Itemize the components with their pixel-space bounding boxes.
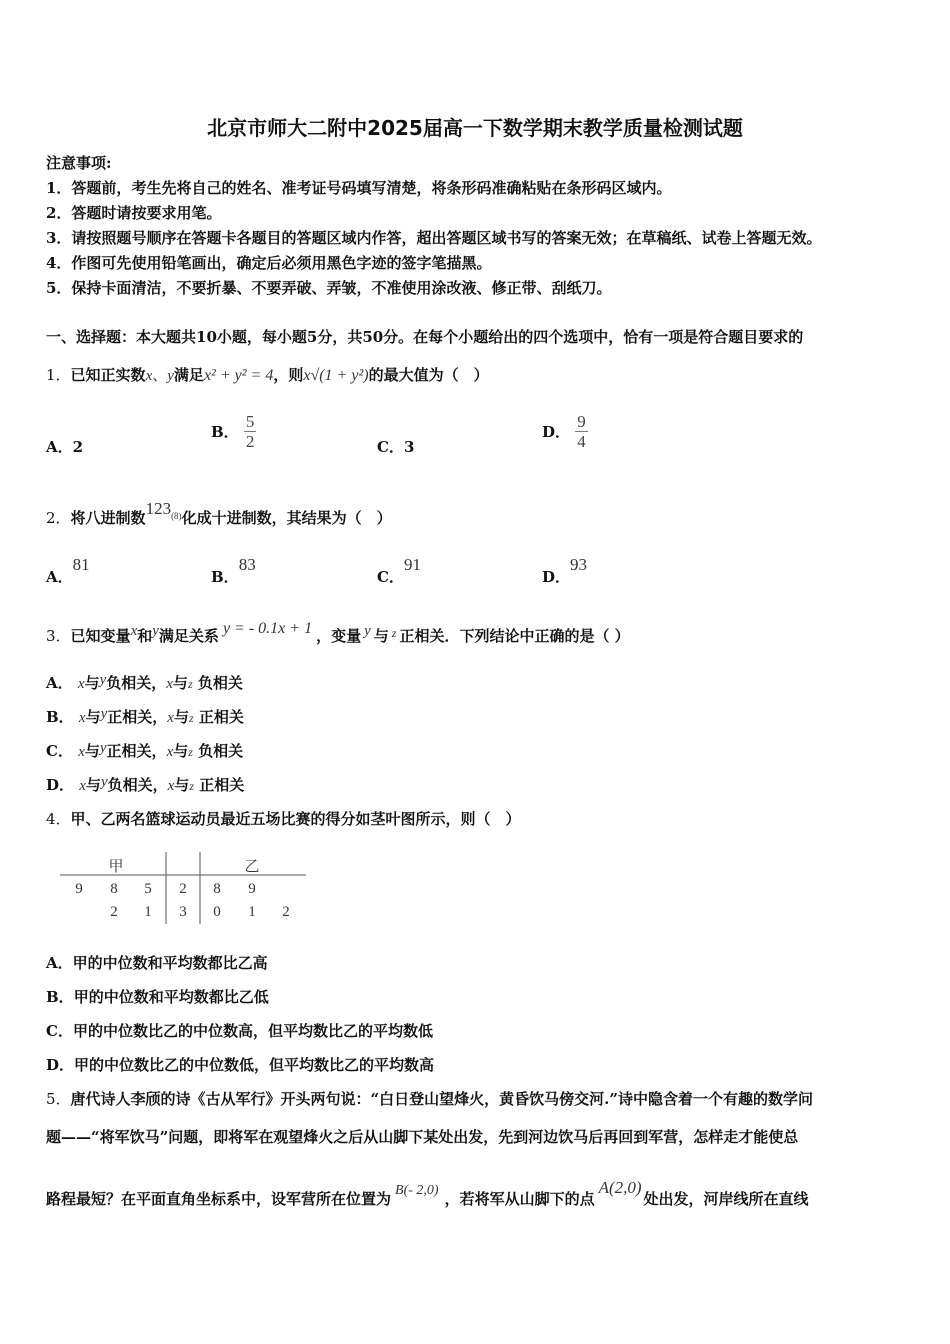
option-value: 81 (72, 555, 90, 574)
var-y: y (167, 368, 174, 384)
section-heading: 一、选择题：本大题共10小题，每小题5分，共50分。在每个小题给出的四个选项中，恰有一项是符合题目要求的 (46, 328, 804, 346)
var-z: z (189, 779, 194, 793)
q4-option-a[interactable] (46, 952, 268, 973)
option-label: B． (211, 423, 239, 441)
option-label: C． (377, 438, 404, 456)
var-z: z (187, 677, 193, 691)
notice-item: 4．作图可先使用铅笔画出，确定后必须用黑色字迹的签字笔描黑。 (46, 254, 492, 272)
stem-leaf-plot (60, 852, 306, 926)
q4-option-d[interactable] (46, 1054, 434, 1075)
and-text: 与 (173, 708, 189, 726)
relation-text: 正相关 (199, 776, 245, 794)
var-x: x (130, 623, 138, 639)
notice-item: 5．保持卡面清洁，不要折暴、不要弄破、弄皱，不准使用涂改液、修正带、刮纸刀。 (46, 279, 612, 297)
q3-equation: y = - 0.1x + 1 (222, 620, 313, 637)
option-label: D． (46, 1056, 75, 1074)
relation-text: 负相关 (198, 742, 244, 760)
var-y: y (100, 774, 108, 790)
denominator: 4 (577, 432, 586, 451)
q1-option-a[interactable] (46, 436, 83, 457)
var-x: x (77, 676, 85, 692)
q1-text: 已知正实数 (70, 366, 146, 384)
q3-text: ，变量 (316, 627, 362, 645)
q2-text: 将八进制数 (70, 509, 146, 527)
numerator: 5 (245, 412, 255, 431)
leaf-cell: 5 (144, 881, 152, 897)
q4-option-b[interactable] (46, 986, 269, 1007)
q3-text: 和 (137, 627, 153, 645)
q1-option-c[interactable] (377, 436, 414, 457)
left-header: 甲 (108, 859, 124, 875)
option-value: 2 (72, 438, 84, 456)
and-text: 与 (84, 674, 100, 692)
question-3-stem (46, 620, 630, 646)
question-1-stem (46, 364, 489, 385)
octal-number: 123 (145, 499, 172, 518)
stem-cell: 2 (179, 881, 187, 897)
question-5-line-2: 题——“将军饮马”问题，即将军在观望烽火之后从山脚下某处出发，先到河边饮马后再回到军营，怎样走才能使总 (46, 1128, 799, 1146)
q2-text: 化成十进制数，其结果为（ ） (181, 509, 392, 527)
relation-text: 正相关， (106, 742, 167, 760)
option-label: A． (46, 954, 73, 972)
q5-text: 路程最短？在平面直角坐标系中，设军营所在位置为 (46, 1190, 392, 1208)
var-x: x (166, 744, 174, 760)
leaf-cell: 2 (282, 904, 290, 920)
q1-sep: 、 (152, 368, 168, 384)
var-x: x (78, 710, 86, 726)
option-value: 83 (238, 555, 256, 574)
var-x: x (167, 710, 174, 726)
q1-expression: x√(1 + y²) (303, 367, 369, 384)
question-5-line-1 (46, 1088, 813, 1109)
base-subscript: (8) (171, 511, 182, 521)
q3-text: 满足关系 (158, 627, 219, 645)
option-label: D． (542, 423, 571, 441)
page-title: 北京市师大二附中2025届高一下数学期末教学质量检测试题 (207, 116, 743, 140)
q1-option-d[interactable] (542, 412, 588, 451)
option-label: B． (46, 708, 74, 726)
q3-text: 与 (373, 627, 389, 645)
option-label: B． (211, 568, 239, 586)
q1-option-b[interactable] (211, 412, 256, 451)
q3-text: 正相关．下列结论中正确的是（ ） (399, 627, 630, 645)
question-number: 4． (46, 810, 71, 828)
and-text: 与 (85, 776, 101, 794)
right-header: 乙 (244, 859, 260, 875)
option-label: C． (377, 568, 404, 586)
relation-text: 正相关， (107, 708, 168, 726)
option-label: A． (46, 674, 73, 692)
var-y: y (99, 740, 107, 756)
option-value: 93 (570, 555, 588, 574)
var-x: x (166, 676, 173, 692)
q4-text: 甲、乙两名篮球运动员最近五场比赛的得分如茎叶图所示，则（ ） (70, 810, 521, 828)
q3-option-d[interactable] (46, 774, 244, 795)
leaf-cell: 9 (75, 881, 83, 897)
leaf-cell: 1 (144, 904, 152, 920)
q1-condition: x² + y² = 4 (203, 367, 274, 384)
relation-text: 负相关， (106, 674, 167, 692)
question-number: 2． (46, 509, 71, 527)
option-value: 91 (403, 555, 421, 574)
var-y: y (152, 623, 159, 639)
option-text: 甲的中位数比乙的中位数低，但平均数比乙的平均数高 (74, 1056, 435, 1074)
var-z: z (188, 711, 194, 725)
question-5-line-3 (46, 1178, 809, 1209)
and-text: 与 (172, 674, 188, 692)
var-x: x (145, 368, 153, 384)
option-text: 甲的中位数和平均数都比乙低 (73, 988, 269, 1006)
question-number: 1． (46, 366, 71, 384)
notice-item: 2．答题时请按要求用笔。 (46, 204, 222, 222)
option-text: 甲的中位数和平均数都比乙高 (72, 954, 268, 972)
option-label: C． (46, 742, 73, 760)
denominator: 2 (245, 432, 255, 451)
q3-text: 已知变量 (70, 627, 131, 645)
option-label: B． (46, 988, 74, 1006)
leaf-cell: 0 (213, 904, 221, 920)
option-label: D． (542, 568, 571, 586)
q4-option-c[interactable] (46, 1020, 433, 1041)
var-y: y (364, 623, 371, 639)
leaf-cell: 1 (248, 904, 256, 920)
leaf-cell: 8 (213, 881, 221, 897)
option-value: 3 (403, 438, 415, 456)
q1-text: 满足 (173, 366, 204, 384)
q1-text: ，则 (273, 366, 304, 384)
and-text: 与 (85, 708, 101, 726)
point-a: A(2,0) (598, 1178, 642, 1197)
notice-heading: 注意事项: (46, 154, 112, 172)
fraction (575, 412, 588, 451)
question-2-stem (46, 499, 392, 528)
option-label: C． (46, 1022, 73, 1040)
notice-item: 3．请按照题号顺序在答题卡各题目的答题区域内作答，超出答题区域书写的答案无效；在草稿纸、试卷上答题无效。 (46, 229, 822, 247)
numerator: 9 (577, 412, 586, 431)
q3-option-c[interactable] (46, 740, 243, 761)
relation-text: 正相关 (198, 708, 244, 726)
question-number: 3． (46, 627, 71, 645)
question-number: 5． (46, 1090, 71, 1108)
var-z: z (188, 745, 193, 759)
relation-text: 负相关 (197, 674, 243, 692)
option-label: A． (46, 438, 73, 456)
q3-option-b[interactable] (46, 706, 244, 727)
var-z: z (391, 626, 397, 640)
var-y: y (99, 672, 107, 688)
option-label: D． (46, 776, 75, 794)
stem-cell: 3 (179, 904, 187, 920)
q2-option-c[interactable] (377, 554, 421, 586)
q2-option-b[interactable] (211, 554, 256, 586)
point-b: B(- 2,0) (395, 1183, 439, 1198)
q5-text: 处出发，河岸线所在直线 (643, 1190, 809, 1208)
fraction (244, 412, 257, 451)
and-text: 与 (84, 742, 100, 760)
q2-option-d[interactable] (542, 554, 588, 586)
and-text: 与 (174, 776, 190, 794)
q1-text: 的最大值为（ ） (368, 366, 489, 384)
and-text: 与 (173, 742, 189, 760)
var-y: y (100, 706, 108, 722)
notice-item: 1．答题前，考生先将自己的姓名、准考证号码填写清楚，将条形码准确粘贴在条形码区域内。 (46, 179, 672, 197)
relation-text: 负相关， (107, 776, 168, 794)
var-x: x (167, 778, 175, 794)
var-x: x (78, 744, 85, 760)
leaf-cell: 8 (110, 881, 118, 897)
var-x: x (79, 778, 86, 794)
option-text: 甲的中位数比乙的中位数高，但平均数比乙的平均数低 (72, 1022, 433, 1040)
leaf-cell: 9 (248, 881, 256, 897)
leaf-cell: 2 (110, 904, 118, 920)
q3-option-a[interactable] (46, 672, 243, 693)
q5-text: ，若将军从山脚下的点 (444, 1190, 595, 1208)
question-4-stem (46, 808, 521, 829)
q5-text: 唐代诗人李颀的诗《古从军行》开头两句说：“白日登山望烽火，黄昏饮马傍交河.”诗中隐含着一个有趣的数学问 (70, 1090, 814, 1108)
q2-option-a[interactable] (46, 554, 90, 586)
option-label: A． (46, 568, 73, 586)
